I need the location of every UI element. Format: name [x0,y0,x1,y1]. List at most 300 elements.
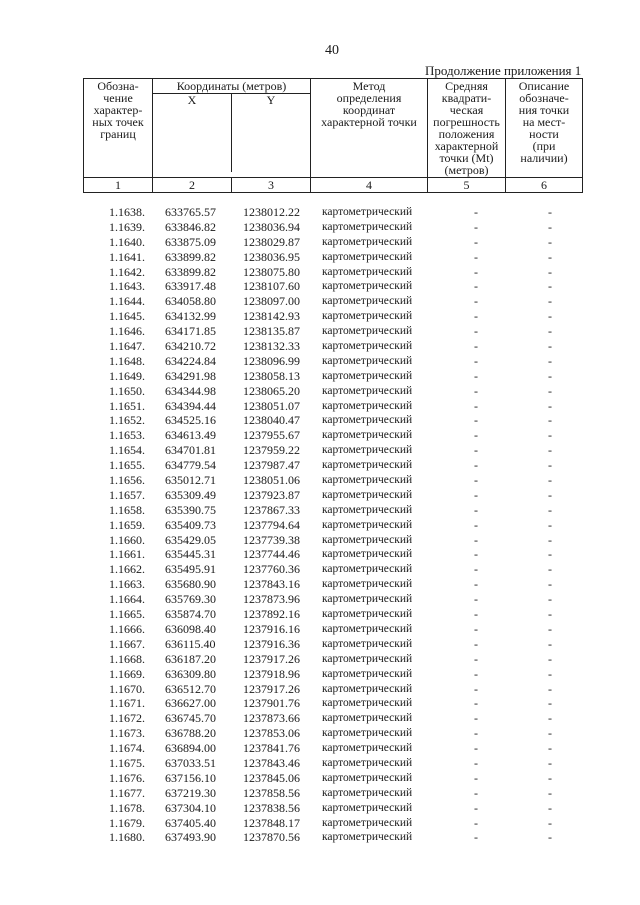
coord-x: 634058.80 [165,294,216,309]
point-id: 1.1678. [109,800,145,815]
coord-x: 635769.30 [165,592,216,607]
point-description: - [548,383,552,398]
coord-x: 636894.00 [165,741,216,756]
coord-y: 1238051.06 [243,473,300,488]
mean-error: - [474,681,478,696]
point-id: 1.1662. [109,562,145,577]
mean-error: - [474,398,478,413]
coord-x: 634224.84 [165,353,216,368]
point-description: - [548,413,552,428]
header-num-6: 6 [506,178,583,193]
method: картометрический [322,652,413,665]
coord-x: 637156.10 [165,770,216,785]
point-id: 1.1676. [109,770,145,785]
table-row [83,771,582,786]
point-id: 1.1679. [109,815,145,830]
table-row [83,696,582,711]
mean-error: - [474,368,478,383]
method: картометрический [322,667,413,680]
mean-error: - [474,815,478,830]
mean-error: - [474,636,478,651]
method: картометрический [322,771,413,784]
coord-y: 1237794.64 [243,517,300,532]
method: картометрический [322,518,413,531]
coord-x: 633899.82 [165,249,216,264]
point-id: 1.1680. [109,830,145,845]
header-point-designation: Обозна- чение характер- ных точек границ [84,79,153,178]
point-id: 1.1658. [109,502,145,517]
point-description: - [548,339,552,354]
point-id: 1.1651. [109,398,145,413]
table-row [83,652,582,667]
method: картометрический [322,637,413,650]
table-row [83,294,582,309]
coord-x: 635429.05 [165,532,216,547]
table-row [83,384,582,399]
mean-error: - [474,205,478,219]
coord-y: 1238097.00 [243,294,300,309]
coord-x: 634701.81 [165,443,216,458]
table-row [83,592,582,607]
mean-error: - [474,487,478,502]
coord-x: 636115.40 [165,636,216,651]
table-row [83,756,582,771]
coord-x: 636098.40 [165,621,216,636]
coord-y: 1238065.20 [243,383,300,398]
point-description: - [548,711,552,726]
coord-x: 634394.44 [165,398,216,413]
table-row [83,220,582,235]
point-description: - [548,785,552,800]
coord-y: 1237841.76 [243,741,300,756]
point-description: - [548,621,552,636]
method: картометрический [322,220,413,233]
point-id: 1.1672. [109,711,145,726]
method: картометрический [322,310,413,323]
point-description: - [548,532,552,547]
point-description: - [548,249,552,264]
point-id: 1.1671. [109,696,145,711]
coord-x: 637033.51 [165,755,216,770]
header-num-2: 2 [153,178,232,193]
coord-y: 1238040.47 [243,413,300,428]
coord-y: 1237987.47 [243,458,300,473]
coord-y: 1237892.16 [243,607,300,622]
table-row [83,413,582,428]
coord-y: 1237858.56 [243,785,300,800]
coord-x: 633846.82 [165,219,216,234]
table-row [83,309,582,324]
table-row [83,205,582,220]
method: картометрический [322,831,413,844]
point-id: 1.1650. [109,383,145,398]
method: картометрический [322,622,413,635]
point-id: 1.1660. [109,532,145,547]
table-row [83,503,582,518]
coord-x: 634291.98 [165,368,216,383]
method: картометрический [322,756,413,769]
point-id: 1.1670. [109,681,145,696]
mean-error: - [474,770,478,785]
point-description: - [548,487,552,502]
coord-x: 633765.57 [165,205,216,219]
point-id: 1.1648. [109,353,145,368]
method: картометрический [322,444,413,457]
point-description: - [548,562,552,577]
point-id: 1.1655. [109,458,145,473]
table-row [83,250,582,265]
point-id: 1.1663. [109,577,145,592]
point-description: - [548,368,552,383]
coord-y: 1237845.06 [243,770,300,785]
coord-y: 1237867.33 [243,502,300,517]
point-description: - [548,666,552,681]
header-x: X [153,94,232,172]
point-id: 1.1657. [109,487,145,502]
point-description: - [548,726,552,741]
table-row [83,577,582,592]
table-row [83,816,582,831]
coord-y: 1237923.87 [243,487,300,502]
table-row [83,443,582,458]
method: картометрический [322,206,413,218]
header-mean-error: Средняя квадрати- ческая погрешность положения характерной точки (Mt) (метров) [428,79,506,178]
mean-error: - [474,726,478,741]
coord-x: 634210.72 [165,339,216,354]
coord-y: 1237744.46 [243,547,300,562]
point-description: - [548,502,552,517]
mean-error: - [474,279,478,294]
coord-y: 1237739.38 [243,532,300,547]
mean-error: - [474,264,478,279]
table-row [83,667,582,682]
coord-y: 1237870.56 [243,830,300,845]
method: картометрический [322,369,413,382]
method: картометрический [322,786,413,799]
mean-error: - [474,353,478,368]
table-row [83,786,582,801]
point-description: - [548,547,552,562]
table-row [83,369,582,384]
point-description: - [548,353,552,368]
table-row [83,726,582,741]
coord-x: 636745.70 [165,711,216,726]
method: картометрический [322,474,413,487]
coord-x: 637405.40 [165,815,216,830]
method: картометрический [322,399,413,412]
coord-x: 637304.10 [165,800,216,815]
point-id: 1.1644. [109,294,145,309]
method: картометрический [322,742,413,755]
header-num-4: 4 [311,178,428,193]
mean-error: - [474,785,478,800]
mean-error: - [474,428,478,443]
method: картометрический [322,563,413,576]
coord-x: 636512.70 [165,681,216,696]
table-row [83,279,582,294]
method: картометрический [322,712,413,725]
coord-x: 637219.30 [165,785,216,800]
table-header [83,78,583,193]
point-id: 1.1654. [109,443,145,458]
point-description: - [548,755,552,770]
table-row [83,622,582,637]
mean-error: - [474,607,478,622]
coord-x: 636309.80 [165,666,216,681]
point-description: - [548,696,552,711]
coord-y: 1237843.46 [243,755,300,770]
coord-x: 634171.85 [165,324,216,339]
table-row [83,428,582,443]
method: картометрический [322,548,413,561]
coord-y: 1238135.87 [243,324,300,339]
method: картометрический [322,503,413,516]
coord-y: 1238096.99 [243,353,300,368]
point-description: - [548,279,552,294]
coord-y: 1237917.26 [243,681,300,696]
mean-error: - [474,651,478,666]
coord-y: 1237916.16 [243,621,300,636]
point-description: - [548,234,552,249]
point-description: - [548,592,552,607]
table-row [83,399,582,414]
point-id: 1.1641. [109,249,145,264]
point-id: 1.1646. [109,324,145,339]
mean-error: - [474,592,478,607]
mean-error: - [474,413,478,428]
method: картометрический [322,414,413,427]
mean-error: - [474,800,478,815]
table-row [83,562,582,577]
coord-y: 1237760.36 [243,562,300,577]
coord-y: 1237959.22 [243,443,300,458]
mean-error: - [474,234,478,249]
coord-x: 633899.82 [165,264,216,279]
coord-y: 1238142.93 [243,309,300,324]
coord-y: 1237843.16 [243,577,300,592]
coord-x: 636788.20 [165,726,216,741]
mean-error: - [474,458,478,473]
method: картометрический [322,727,413,740]
method: картометрический [322,488,413,501]
point-description: - [548,815,552,830]
method: картометрический [322,235,413,248]
coord-y: 1237873.96 [243,592,300,607]
coord-y: 1238036.95 [243,249,300,264]
point-id: 1.1675. [109,755,145,770]
method: картометрический [322,265,413,278]
mean-error: - [474,741,478,756]
point-id: 1.1647. [109,339,145,354]
point-id: 1.1668. [109,651,145,666]
point-description: - [548,636,552,651]
coord-y: 1238029.87 [243,234,300,249]
point-description: - [548,770,552,785]
coord-y: 1237873.66 [243,711,300,726]
coord-x: 635874.70 [165,607,216,622]
point-id: 1.1639. [109,219,145,234]
coord-x: 635012.71 [165,473,216,488]
mean-error: - [474,309,478,324]
coord-x: 635390.75 [165,502,216,517]
method: картометрический [322,354,413,367]
table-row [83,235,582,250]
table-row [83,607,582,622]
mean-error: - [474,547,478,562]
coord-x: 636187.20 [165,651,216,666]
table-row [83,473,582,488]
mean-error: - [474,830,478,845]
point-description: - [548,219,552,234]
method: картометрический [322,384,413,397]
method: картометрический [322,429,413,442]
point-id: 1.1645. [109,309,145,324]
point-description: - [548,800,552,815]
table-row [83,458,582,473]
mean-error: - [474,473,478,488]
header-num-1: 1 [84,178,153,193]
method: картометрический [322,533,413,546]
coord-x: 635309.49 [165,487,216,502]
coord-y: 1238107.60 [243,279,300,294]
coord-y: 1237955.67 [243,428,300,443]
point-id: 1.1638. [109,205,145,219]
point-description: - [548,324,552,339]
point-description: - [548,458,552,473]
header-coordinates-group: Координаты (метров) [153,79,310,94]
coord-y: 1237901.76 [243,696,300,711]
header-coordinates [153,79,311,178]
point-id: 1.1669. [109,666,145,681]
mean-error: - [474,517,478,532]
point-id: 1.1656. [109,473,145,488]
method: картометрический [322,578,413,591]
method: картометрический [322,682,413,695]
point-description: - [548,517,552,532]
point-description: - [548,205,552,219]
point-description: - [548,607,552,622]
mean-error: - [474,339,478,354]
table-row [83,518,582,533]
coord-y: 1238058.13 [243,368,300,383]
coord-x: 635495.91 [165,562,216,577]
method: картометрический [322,593,413,606]
mean-error: - [474,696,478,711]
point-description: - [548,830,552,845]
point-description: - [548,309,552,324]
mean-error: - [474,755,478,770]
method: картометрический [322,608,413,621]
coord-y: 1237918.96 [243,666,300,681]
table-row [83,354,582,369]
table-row [83,488,582,503]
table-row [83,547,582,562]
point-description: - [548,681,552,696]
point-id: 1.1664. [109,592,145,607]
point-id: 1.1652. [109,413,145,428]
table-row [83,741,582,756]
coord-x: 634613.49 [165,428,216,443]
method: картометрический [322,801,413,814]
coord-y: 1237853.06 [243,726,300,741]
point-description: - [548,294,552,309]
mean-error: - [474,666,478,681]
table-row [83,265,582,280]
point-description: - [548,443,552,458]
coord-x: 633917.48 [165,279,216,294]
coord-x: 634525.16 [165,413,216,428]
mean-error: - [474,711,478,726]
method: картометрический [322,816,413,829]
header-num-5: 5 [428,178,506,193]
mean-error: - [474,562,478,577]
point-description: - [548,651,552,666]
mean-error: - [474,294,478,309]
point-id: 1.1642. [109,264,145,279]
point-id: 1.1677. [109,785,145,800]
header-num-3: 3 [232,178,311,193]
coord-y: 1237916.36 [243,636,300,651]
point-id: 1.1674. [109,741,145,756]
point-id: 1.1661. [109,547,145,562]
table-row [83,637,582,652]
table-row [83,711,582,726]
table-row [83,324,582,339]
mean-error: - [474,383,478,398]
point-id: 1.1659. [109,517,145,532]
table-row [83,339,582,354]
point-id: 1.1665. [109,607,145,622]
point-id: 1.1643. [109,279,145,294]
coord-x: 634779.54 [165,458,216,473]
coord-y: 1238012.22 [243,205,300,219]
coord-y: 1238036.94 [243,219,300,234]
point-id: 1.1673. [109,726,145,741]
coord-y: 1238075.80 [243,264,300,279]
coord-x: 637493.90 [165,830,216,845]
coord-x: 635680.90 [165,577,216,592]
method: картометрический [322,325,413,338]
header-description: Описание обозначе- ния точки на мест- ности (при наличии) [506,79,583,178]
coord-y: 1237917.26 [243,651,300,666]
page-number: 40 [325,43,339,58]
coord-y: 1237838.56 [243,800,300,815]
mean-error: - [474,249,478,264]
coord-x: 634344.98 [165,383,216,398]
coord-x: 634132.99 [165,309,216,324]
method: картометрический [322,459,413,472]
table-row [83,801,582,816]
point-description: - [548,398,552,413]
method: картометрический [322,340,413,353]
mean-error: - [474,502,478,517]
mean-error: - [474,443,478,458]
method: картометрический [322,250,413,263]
coord-x: 635445.31 [165,547,216,562]
header-method: Метод определения координат характерной точки [311,79,428,178]
mean-error: - [474,219,478,234]
mean-error: - [474,324,478,339]
mean-error: - [474,621,478,636]
method: картометрический [322,697,413,710]
point-id: 1.1667. [109,636,145,651]
mean-error: - [474,532,478,547]
continuation-label: Продолжение приложения 1 [425,63,582,78]
point-id: 1.1666. [109,621,145,636]
coord-x: 633875.09 [165,234,216,249]
point-id: 1.1653. [109,428,145,443]
point-description: - [548,577,552,592]
